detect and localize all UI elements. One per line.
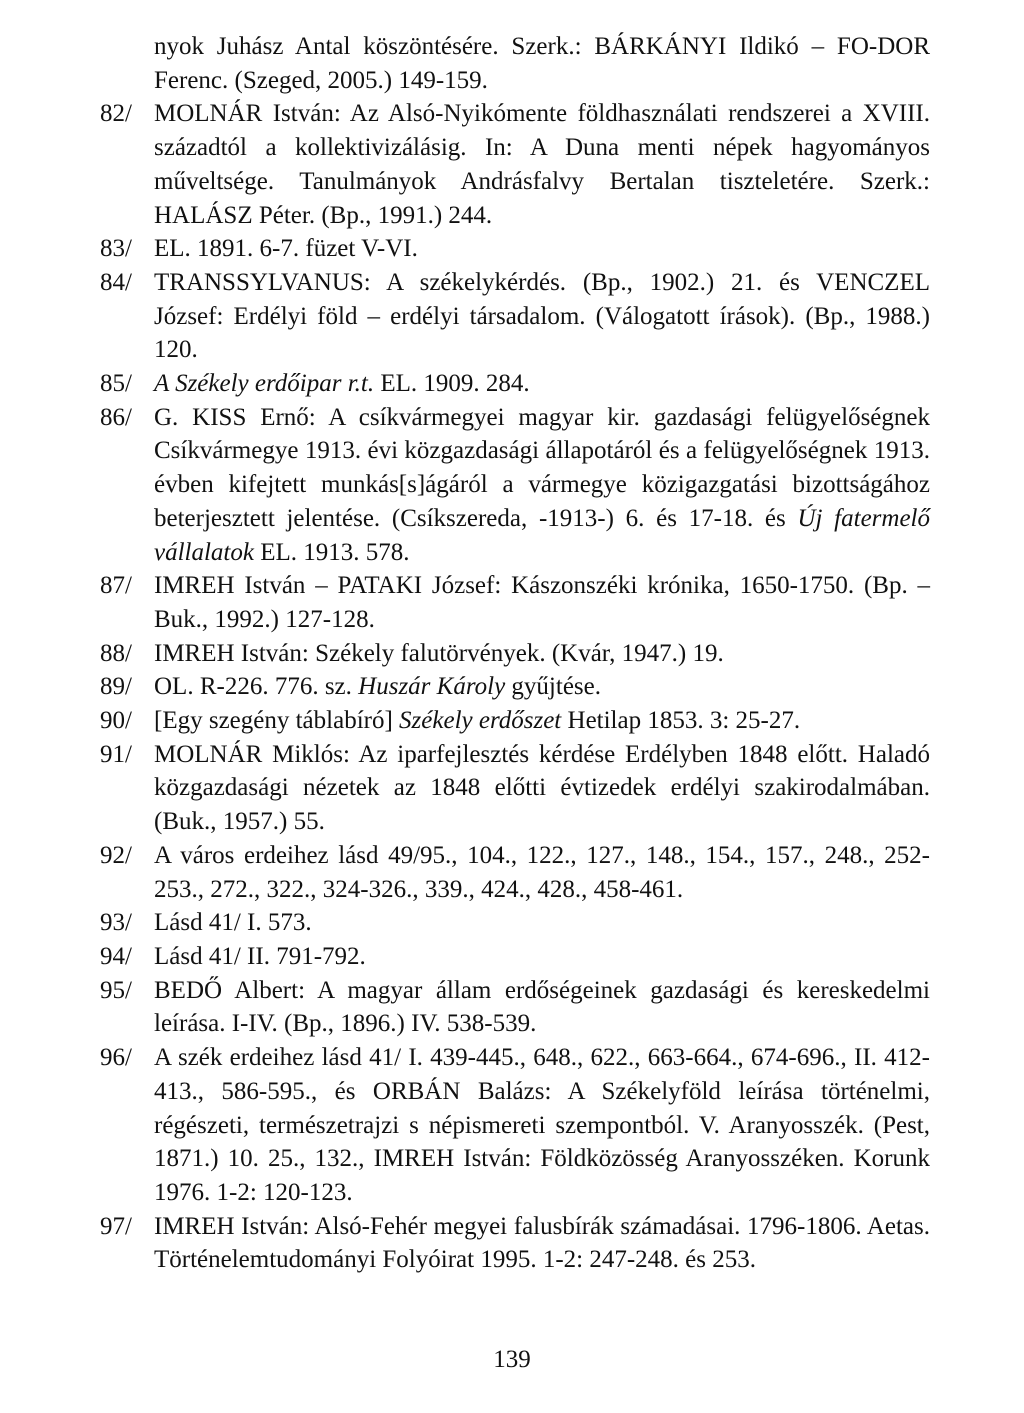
endnotes-list bbox=[100, 30, 930, 1277]
endnote-text bbox=[154, 640, 724, 667]
endnote-text-segment: [Egy szegény táblabíró] bbox=[154, 707, 400, 735]
endnote-text-segment: IMREH István: Székely falutörvények. (Kvár, 1947.) 19. bbox=[154, 639, 724, 667]
endnote-text-segment: EL. 1913. 578. bbox=[253, 538, 410, 566]
endnote-item bbox=[100, 30, 930, 97]
endnote-item bbox=[100, 367, 930, 401]
endnote-text bbox=[154, 1213, 930, 1274]
endnote-item bbox=[100, 637, 930, 671]
endnote-number: 91/ bbox=[100, 740, 132, 768]
endnote-text-segment: A szék erdeihez lásd 41/ I. 439-445., 648., 622., 663-664., 674-696., II. 412-413., 586-595., és ORBÁN Balázs: A Székelyföld leírása történelmi, régészeti, természetrajzi s népismereti szempontból. V. Aranyosszék. (Pest, 1871.) 10. 25., 132., IMREH István: Földközösség Aranyosszéken. Korunk 1976. 1-2: 120-123. bbox=[154, 1044, 930, 1206]
endnote-text-segment: gyűjtése. bbox=[505, 673, 601, 701]
endnote-number: 92/ bbox=[100, 841, 132, 869]
endnote-text bbox=[154, 673, 601, 700]
endnote-number: 86/ bbox=[100, 403, 132, 431]
endnote-text-segment: MOLNÁR Miklós: Az iparfejlesztés kérdése Erdélyben 1848 előtt. Haladó közgazdasági nézetek az 1848 előtti évtizedek erdélyi szakirodalmában. (Buk., 1957.) 55. bbox=[154, 740, 930, 836]
endnote-item bbox=[100, 839, 930, 906]
endnote-number: 93/ bbox=[100, 909, 132, 937]
endnote-item bbox=[100, 232, 930, 266]
endnote-item bbox=[100, 974, 930, 1041]
endnote-text bbox=[154, 572, 930, 633]
endnote-number: 96/ bbox=[100, 1044, 132, 1072]
endnote-number: 83/ bbox=[100, 235, 132, 263]
endnote-text bbox=[154, 370, 530, 397]
endnote-item bbox=[100, 97, 930, 232]
endnote-text-segment: G. KISS Ernő: A csíkvármegyei magyar kir. gazdasági felügyelőségnek Csíkvármegye 1913. évi közgazdasági állapotáról és a felügyelőségnek 1913. évben kifejtett munkás[s]ágáról a vármegye közigazgatási bizottságához beterjesztett jelentése. (Csíkszereda, -1913-) 6. és 17-18. és bbox=[154, 403, 930, 532]
endnote-item bbox=[100, 1210, 930, 1277]
endnote-number: 94/ bbox=[100, 942, 132, 970]
endnote-item bbox=[100, 670, 930, 704]
endnote-item bbox=[100, 940, 930, 974]
endnote-text-segment: IMREH István – PATAKI József: Kászonszéki krónika, 1650-1750. (Bp. – Buk., 1992.) 127-128. bbox=[154, 572, 930, 633]
endnote-number: 89/ bbox=[100, 673, 132, 701]
endnote-text-segment: nyok Juhász Antal köszöntésére. Szerk.: BÁRKÁNYI Ildikó – FO-DOR Ferenc. (Szeged, 2005.) 149-159. bbox=[154, 33, 930, 94]
endnote-text-segment: Hetilap 1853. 3: 25-27. bbox=[561, 707, 801, 735]
endnote-text bbox=[154, 1044, 930, 1206]
endnote-text-segment: BEDŐ Albert: A magyar állam erdőségeinek gazdasági és kereskedelmi leírása. I-IV. (Bp., 1896.) IV. 538-539. bbox=[154, 976, 930, 1038]
endnote-item bbox=[100, 738, 930, 839]
endnote-text-segment: MOLNÁR István: Az Alsó-Nyikómente földhasználati rendszerei a XVIII. századtól a kollektivizálásig. In: A Duna menti népek hagyományos műveltsége. Tanulmányok Andrásfalvy Bertalan tiszteletére. Szerk.: HALÁSZ Péter. (Bp., 1991.) 244. bbox=[154, 100, 930, 229]
endnote-item bbox=[100, 569, 930, 636]
endnote-text bbox=[154, 100, 930, 228]
endnote-item bbox=[100, 906, 930, 940]
endnote-text-segment: IMREH István: Alsó-Fehér megyei falusbírák számadásai. 1796-1806. Aetas. Történelemtudományi Folyóirat 1995. 1-2: 247-248. és 253. bbox=[154, 1212, 930, 1274]
endnote-italic-title: Székely erdőszet bbox=[399, 707, 562, 735]
endnote-number: 82/ bbox=[100, 100, 132, 128]
endnote-text bbox=[154, 404, 930, 566]
endnote-text bbox=[154, 235, 418, 262]
endnote-item bbox=[100, 266, 930, 367]
endnote-text-segment: A város erdeihez lásd 49/95., 104., 122., 127., 148., 154., 157., 248., 252-253., 272., 322., 324-326., 339., 424., 428., 458-461. bbox=[154, 841, 930, 903]
endnote-text bbox=[154, 977, 930, 1038]
endnote-number: 90/ bbox=[100, 707, 132, 735]
endnote-italic-title: A Székely erdőipar r.t. bbox=[154, 370, 375, 398]
endnote-text bbox=[154, 741, 930, 835]
endnote-text-segment: EL. 1909. 284. bbox=[374, 370, 530, 398]
endnote-text bbox=[154, 909, 312, 936]
endnote-number: 97/ bbox=[100, 1212, 132, 1240]
endnote-text-segment: Lásd 41/ II. 791-792. bbox=[154, 942, 366, 970]
endnote-number: 88/ bbox=[100, 639, 132, 667]
endnote-number: 95/ bbox=[100, 976, 132, 1004]
endnote-number: 85/ bbox=[100, 370, 132, 398]
endnote-text bbox=[154, 33, 930, 94]
endnote-number: 84/ bbox=[100, 268, 132, 296]
endnote-text bbox=[154, 707, 800, 734]
endnote-text bbox=[154, 842, 930, 903]
endnote-number: 87/ bbox=[100, 572, 132, 600]
endnote-text bbox=[154, 943, 366, 970]
endnote-item bbox=[100, 704, 930, 738]
endnote-text-segment: EL. 1891. 6-7. füzet V-VI. bbox=[154, 235, 418, 263]
endnote-italic-title: Új fatermelő vállalatok bbox=[154, 504, 930, 566]
endnote-item bbox=[100, 1041, 930, 1210]
endnote-text-segment: Lásd 41/ I. 573. bbox=[154, 909, 312, 937]
endnote-text bbox=[154, 269, 930, 363]
page-number: 139 bbox=[493, 1346, 531, 1373]
endnote-item bbox=[100, 401, 930, 570]
endnote-text-segment: OL. R-226. 776. sz. bbox=[154, 673, 359, 701]
endnote-italic-title: Huszár Károly bbox=[358, 673, 506, 701]
endnote-text-segment: TRANSSYLVANUS: A székelykérdés. (Bp., 1902.) 21. és VENCZEL József: Erdélyi föld – erdélyi társadalom. (Válogatott írások). (Bp., 1988.) 120. bbox=[154, 268, 930, 364]
